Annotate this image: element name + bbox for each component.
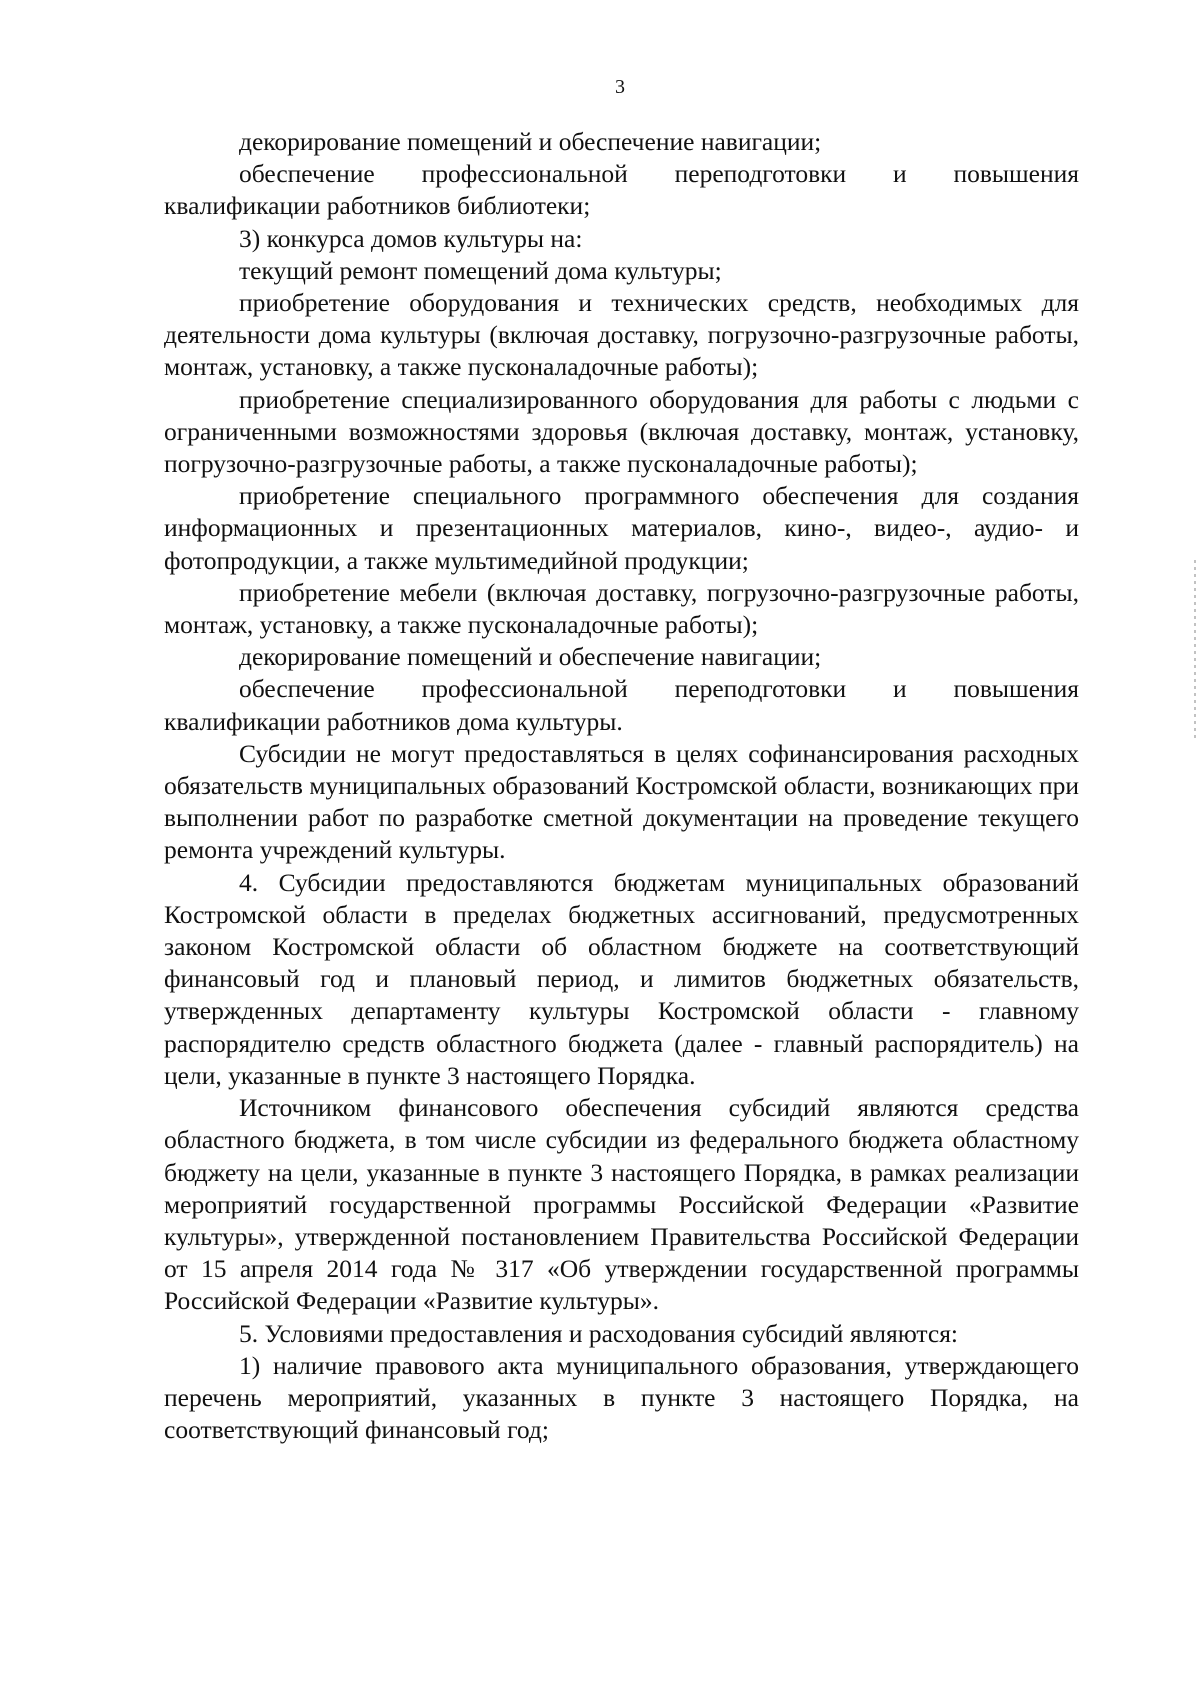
paragraph: обеспечение профессиональной переподготовки и повышения квалификации работников дома культуры. — [164, 674, 1079, 736]
page-number: 3 — [615, 76, 625, 98]
paragraph: текущий ремонт помещений дома культуры; — [239, 255, 722, 285]
paragraph: 1) наличие правового акта муниципального образования, утверждающего перечень мероприятий, указанных в пункте 3 настоящего Порядка, на соответствующий финансовый год; — [164, 1350, 1079, 1445]
paragraph: 4. Субсидии предоставляются бюджетам муниципальных образований Костромской области в пределах бюджетных ассигнований, предусмотренных законом Костромской области об областном бюджете на соответствующий финансовый год и плановый период, и лимитов бюджетных обязательств, утвержденных департаменту культуры Костромской области - главному распорядителю средств областного бюджета (далее - главный распорядитель) на цели, указанные в пункте 3 настоящего Порядка. — [164, 867, 1079, 1090]
paragraph: обеспечение профессиональной переподготовки и повышения квалификации работников библиотеки; — [164, 159, 1079, 221]
scan-edge-artifact — [1194, 560, 1196, 740]
paragraph: декорирование помещений и обеспечение навигации; — [239, 127, 822, 156]
paragraph: приобретение специализированного оборудования для работы с людьми с ограниченными возможностями здоровья (включая доставку, монтаж, установку, погрузочно-разгрузочные работы, а также пусконаладочные работы); — [164, 384, 1079, 479]
paragraph: приобретение специального программного обеспечения для создания информационных и презентационных материалов, кино-, видео-, аудио- и фотопродукции, а также мультимедийной продукции; — [164, 481, 1079, 575]
paragraph: 5. Условиями предоставления и расходования субсидий являются: — [239, 1318, 959, 1348]
paragraph: Источником финансового обеспечения субсидий являются средства областного бюджета, в том числе субсидии из федерального бюджета областному бюджету на цели, указанные в пункте 3 настоящего Порядка, в рамках реализации мероприятий государственной программы Российской Федерации «Развитие культуры», утвержденной постановлением Правительства Российской Федерации от 15 апреля 2014 года № 317 «Об утверждении государственной программы Российской Федерации «Развитие культуры». — [164, 1093, 1079, 1316]
paragraph: приобретение оборудования и технических средств, необходимых для деятельности дома культуры (включая доставку, погрузочно-разгрузочные работы, монтаж, установку, а также пусконаладочные работы); — [164, 288, 1079, 382]
document-body — [164, 126, 1079, 1446]
paragraph: приобретение мебели (включая доставку, погрузочно-разгрузочные работы, монтаж, установку, а также пусконаладочные работы); — [164, 577, 1079, 640]
paragraph: 3) конкурса домов культуры на: — [239, 223, 583, 253]
paragraph: Субсидии не могут предоставляться в целях софинансирования расходных обязательств муниципальных образований Костромской области, возникающих при выполнении работ по разработке сметной документации на проведение текущего ремонта учреждений культуры. — [164, 738, 1079, 865]
paragraph: декорирование помещений и обеспечение навигации; — [239, 642, 822, 672]
